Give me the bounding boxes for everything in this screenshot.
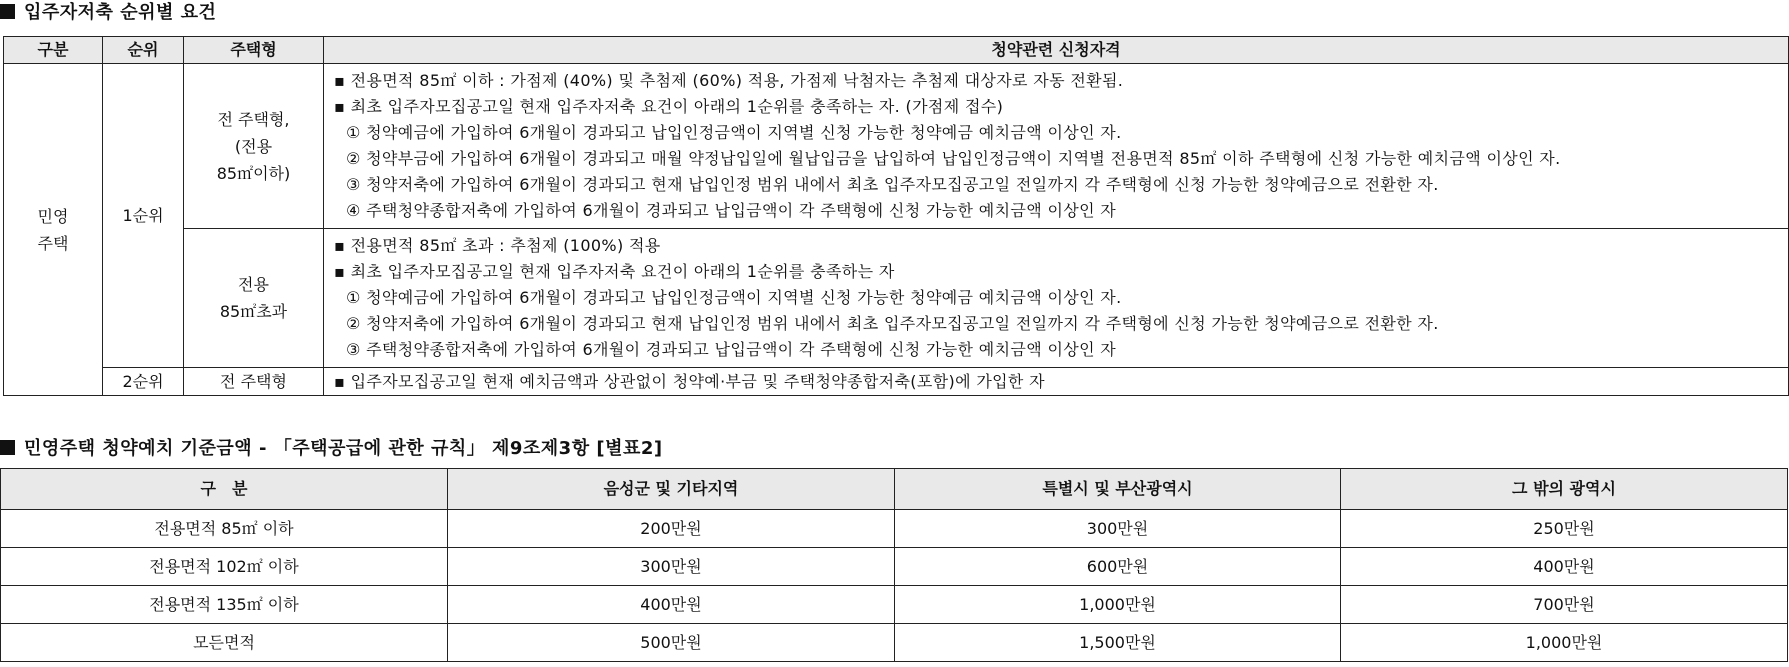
header-region-metro: 그 밖의 광역시	[1341, 469, 1788, 510]
table-row	[4, 64, 1789, 229]
qualification-cell	[324, 64, 1789, 229]
area-cell: 전용면적 85㎡ 이하	[1, 510, 448, 548]
list-item: ① 청약예금에 가입하여 6개월이 경과되고 납입인정금액이 지역별 신청 가능한 청약예금 예치금액 이상인 자.	[346, 288, 1122, 307]
table-header-row	[1, 469, 1788, 510]
housing-type-cell: 전 주택형, (전용 85㎡이하)	[184, 64, 324, 229]
section-title-text: 민영주택 청약예치 기준금액 - 「주택공급에 관한 규칙」 제9조제3항 [별표2]	[24, 438, 663, 459]
housing-type-cell: 전용 85㎡초과	[184, 229, 324, 368]
black-square-icon	[0, 4, 15, 19]
list-item: ① 청약예금에 가입하여 6개월이 경과되고 납입인정금액이 지역별 신청 가능한 청약예금 예치금액 이상인 자.	[346, 123, 1122, 142]
qualification-cell	[324, 229, 1789, 368]
amount-cell: 1,000만원	[1341, 624, 1788, 662]
area-cell: 전용면적 135㎡ 이하	[1, 586, 448, 624]
table-row	[1, 624, 1788, 662]
rank-cell: 2순위	[103, 368, 184, 396]
amount-cell: 600만원	[895, 548, 1341, 586]
qualification-cell	[324, 368, 1789, 396]
amount-cell: 250만원	[1341, 510, 1788, 548]
amount-cell: 1,500만원	[895, 624, 1341, 662]
header-area: 구 분	[1, 469, 448, 510]
amount-cell: 200만원	[448, 510, 895, 548]
header-category: 구분	[4, 37, 103, 64]
amount-cell: 500만원	[448, 624, 895, 662]
section-title-text: 입주자저축 순위별 요건	[24, 2, 217, 23]
header-region-other: 음성군 및 기타지역	[448, 469, 895, 510]
list-item: ② 청약부금에 가입하여 6개월이 경과되고 매월 약정납입일에 월납입금을 납입하여 납입인정금액이 지역별 전용면적 85㎡ 이하 주택형에 신청 가능한 예치금액 이상인 자.	[346, 149, 1561, 168]
black-square-icon	[0, 440, 15, 455]
header-region-special: 특별시 및 부산광역시	[895, 469, 1341, 510]
section-title-deposit-amounts	[0, 437, 663, 461]
table-header-row	[4, 37, 1789, 64]
header-qualification: 청약관련 신청자격	[324, 37, 1789, 64]
section-title-priority-requirements	[0, 1, 216, 25]
category-cell: 민영 주택	[4, 64, 103, 396]
table-row	[4, 368, 1789, 396]
list-item: ③ 청약저축에 가입하여 6개월이 경과되고 현재 납입인정 범위 내에서 최초 입주자모집공고일 전일까지 각 주택형에 신청 가능한 청약예금으로 전환한 자.	[346, 175, 1439, 194]
amount-cell: 1,000만원	[895, 586, 1341, 624]
header-rank: 순위	[103, 37, 184, 64]
amount-cell: 400만원	[1341, 548, 1788, 586]
list-item: ▪ 입주자모집공고일 현재 예치금액과 상관없이 청약예·부금 및 주택청약종합저축(포함)에 가입한 자	[334, 371, 1045, 391]
table-row	[1, 510, 1788, 548]
list-item: ▪ 전용면적 85㎡ 초과 : 추첨제 (100%) 적용	[334, 236, 661, 255]
table-row	[1, 586, 1788, 624]
table-row	[4, 229, 1789, 368]
housing-type-cell: 전 주택형	[184, 368, 324, 396]
rank-cell: 1순위	[103, 64, 184, 368]
list-item: ▪ 최초 입주자모집공고일 현재 입주자저축 요건이 아래의 1순위를 충족하는 자. (가점제 접수)	[334, 97, 1004, 116]
list-item: ▪ 최초 입주자모집공고일 현재 입주자저축 요건이 아래의 1순위를 충족하는 자	[334, 262, 895, 281]
deposit-amount-table	[0, 468, 1788, 662]
priority-requirements-table	[3, 36, 1789, 396]
area-cell: 전용면적 102㎡ 이하	[1, 548, 448, 586]
list-item: ② 청약저축에 가입하여 6개월이 경과되고 현재 납입인정 범위 내에서 최초 입주자모집공고일 전일까지 각 주택형에 신청 가능한 청약예금으로 전환한 자.	[346, 314, 1439, 333]
table-row	[1, 548, 1788, 586]
list-item: ▪ 전용면적 85㎡ 이하 : 가점제 (40%) 및 추첨제 (60%) 적용, 가점제 낙첨자는 추첨제 대상자로 자동 전환됨.	[334, 71, 1124, 90]
list-item: ④ 주택청약종합저축에 가입하여 6개월이 경과되고 납입금액이 각 주택형에 신청 가능한 예치금액 이상인 자	[346, 201, 1117, 220]
amount-cell: 400만원	[448, 586, 895, 624]
amount-cell: 300만원	[895, 510, 1341, 548]
amount-cell: 300만원	[448, 548, 895, 586]
area-cell: 모든면적	[1, 624, 448, 662]
amount-cell: 700만원	[1341, 586, 1788, 624]
header-housing-type: 주택형	[184, 37, 324, 64]
list-item: ③ 주택청약종합저축에 가입하여 6개월이 경과되고 납입금액이 각 주택형에 신청 가능한 예치금액 이상인 자	[346, 340, 1117, 359]
